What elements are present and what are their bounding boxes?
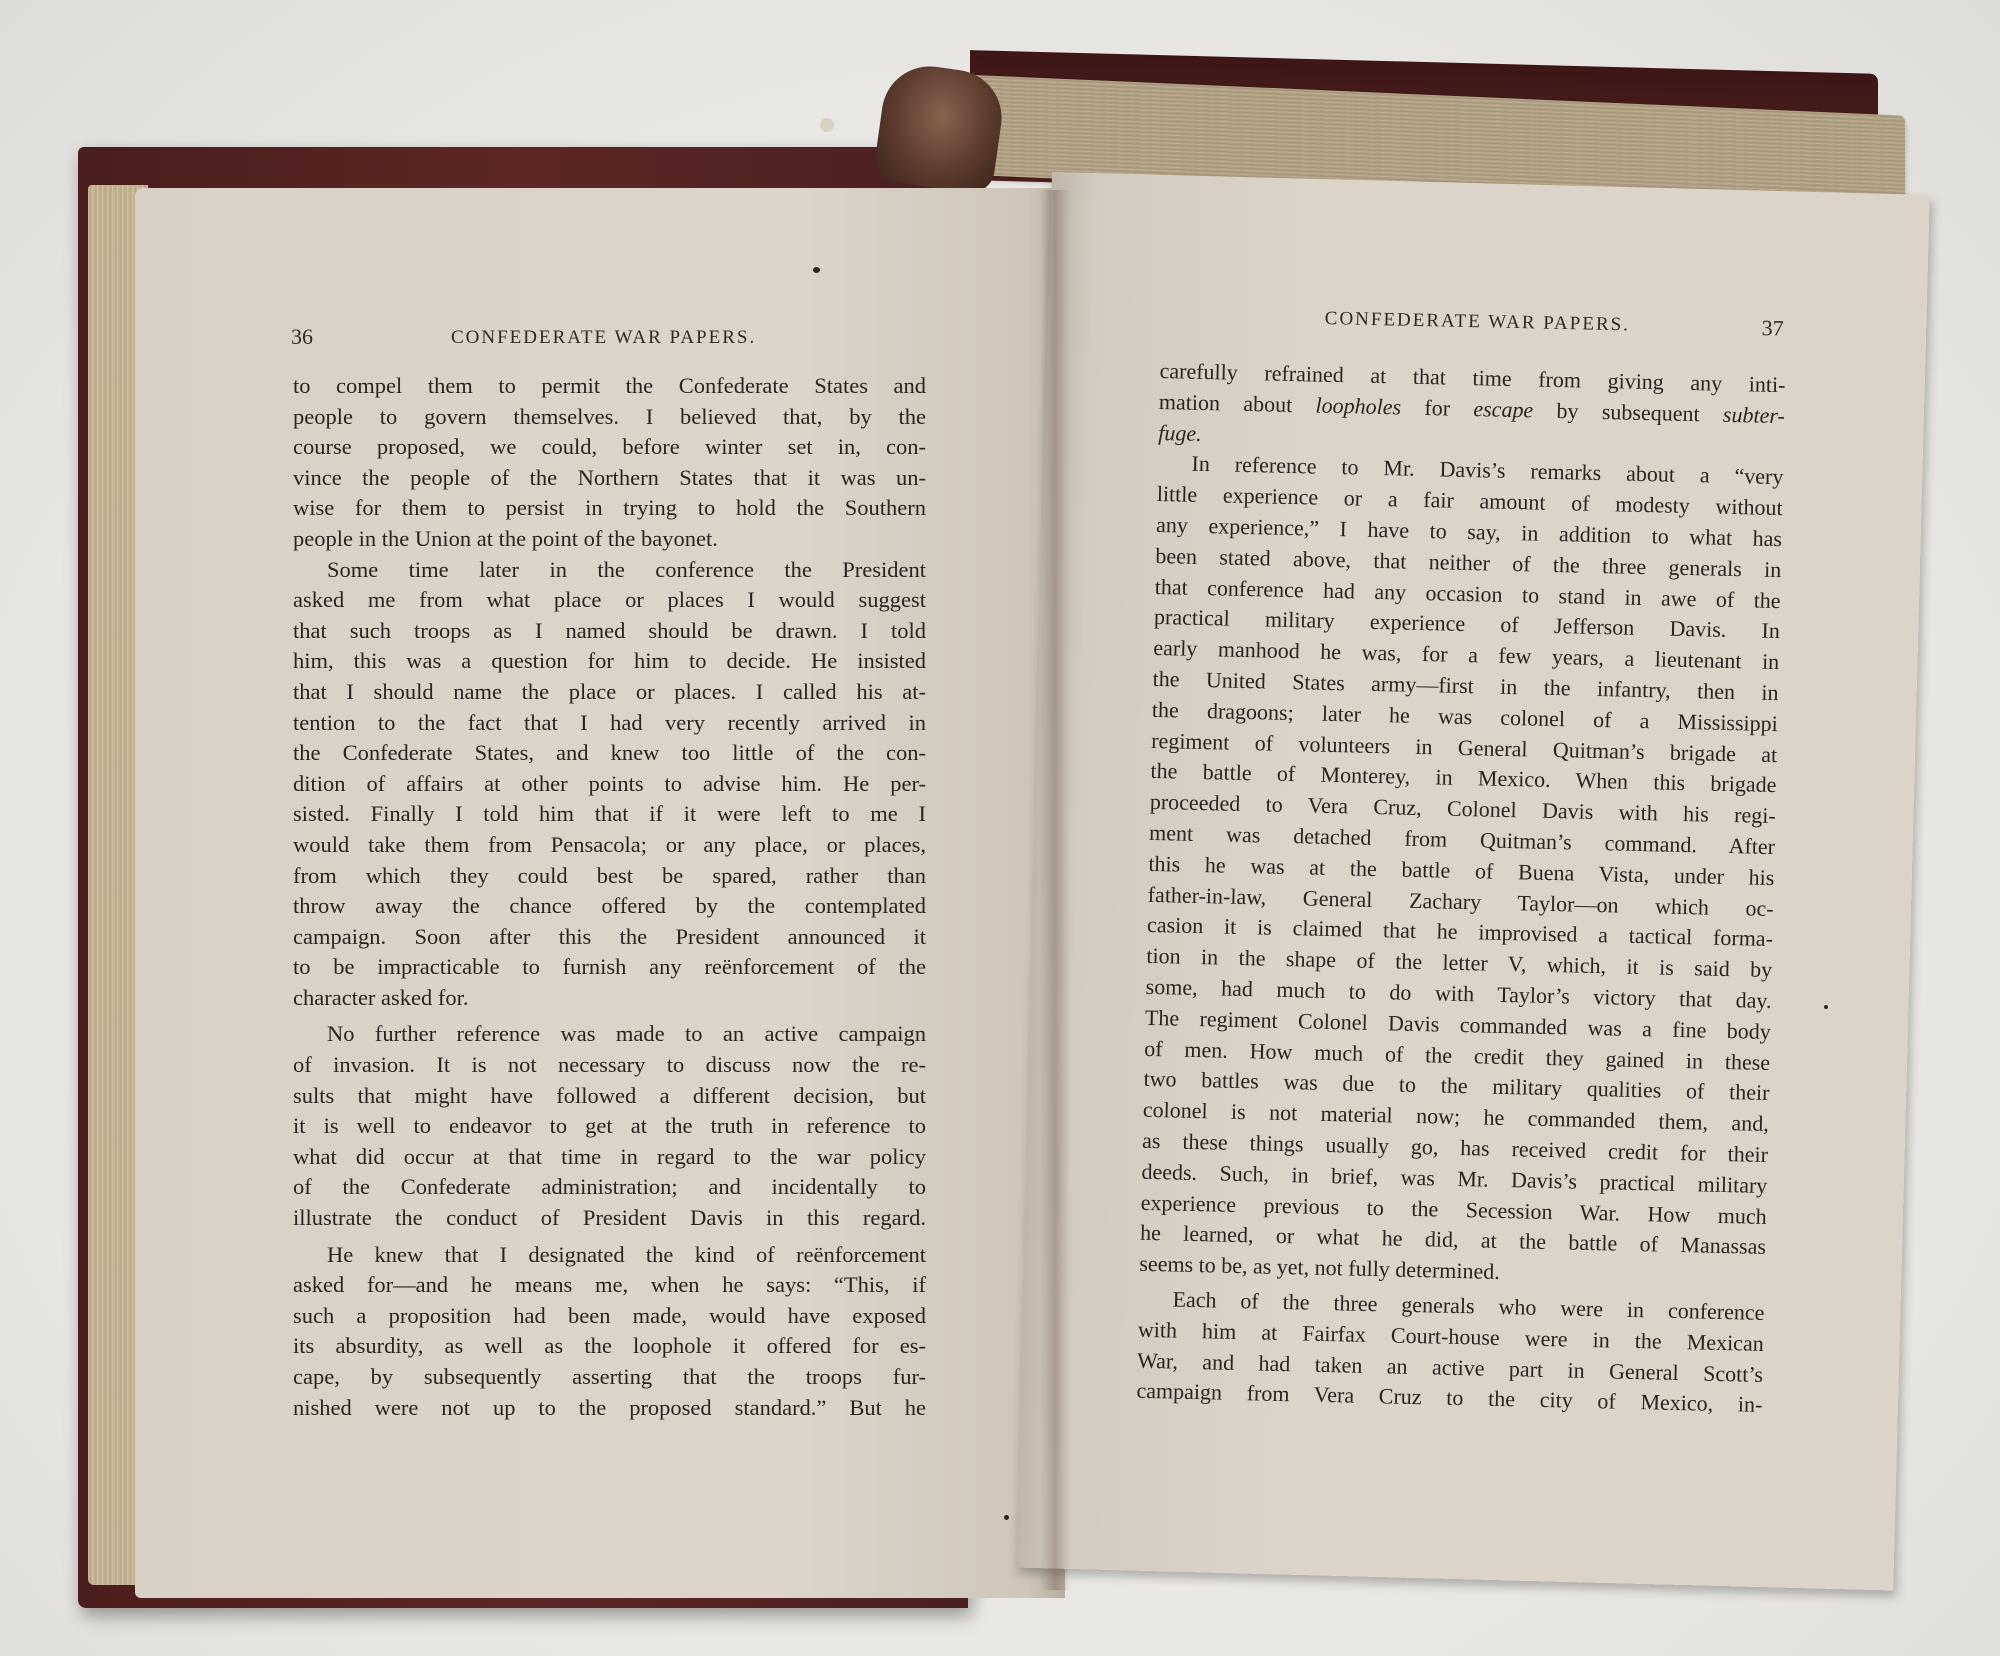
text-line: character asked for. xyxy=(293,984,469,1010)
text-line: the United States army—first in the infantry, then in xyxy=(1152,665,1779,706)
text-line: people to govern themselves. I believed that, by the xyxy=(293,403,926,429)
paper-speck xyxy=(820,118,834,132)
text-line: that I should name the place or places. I called his at- xyxy=(293,678,926,704)
text-line: of the Confederate administration; and incidentally to xyxy=(293,1174,926,1200)
text-line: such a proposition had been made, would have exposed xyxy=(293,1302,926,1328)
text-line: people in the Union at the point of the bayonet. xyxy=(293,525,718,551)
text-line: vince the people of the Northern States that it was un- xyxy=(293,464,926,490)
text-line: Each of the three generals who were in conference xyxy=(1172,1286,1765,1325)
text-line: the Confederate States, and knew too little of the con- xyxy=(293,740,926,766)
text-line: it is well to endeavor to get at the truth in reference to xyxy=(293,1113,926,1139)
text-line: any experience,” I have to say, in addition to what has xyxy=(1155,511,1783,552)
text-line: of men. How much of the credit they gained in these xyxy=(1144,1035,1771,1075)
text-line: the dragoons; later he was colonel of a Mississippi xyxy=(1151,696,1779,736)
text-line: throw away the chance offered by the contemplated xyxy=(293,893,926,919)
text-line: tion in the shape of the letter V, which, it is said by xyxy=(1146,942,1773,983)
text-line: as these things usually go, has received credit for their xyxy=(1141,1127,1769,1167)
text-line: He knew that I designated the kind of reënforcement xyxy=(327,1241,926,1267)
text-line: course proposed, we could, before winter set in, con- xyxy=(293,434,926,460)
text-line: of invasion. It is not necessary to discuss now the re- xyxy=(293,1052,926,1078)
text-line: seems to be, as yet, not fully determined. xyxy=(1139,1250,1501,1285)
text-line: cape, by subsequently asserting that the troops fur- xyxy=(293,1364,926,1389)
text-line: nished were not up to the proposed standard.” But he xyxy=(293,1394,926,1420)
text-line: with him at Fairfax Court-house were in the Mexican xyxy=(1137,1316,1765,1356)
text-line: he learned, or what he did, at the battle of Manassas xyxy=(1139,1220,1767,1260)
text-line: wise for them to persist in trying to hold the Southern xyxy=(293,495,926,521)
text-line: to compel them to permit the Confederate States and xyxy=(293,373,926,398)
text-line: asked me from what place or places I would suggest xyxy=(293,587,926,613)
text-line: tention to the fact that I had very recently arrived in xyxy=(293,709,926,735)
italic-word: escape xyxy=(1473,395,1534,423)
text-line: some, had much to do with Taylor’s victory that day. xyxy=(1145,973,1772,1013)
text-line: that such troops as I named should be drawn. I told xyxy=(293,617,926,643)
text-line: colonel is not material now; he commanded them, and, xyxy=(1142,1096,1770,1137)
text-line: campaign from Vera Cruz to the city of Mexico, in- xyxy=(1136,1378,1763,1418)
text-line: casion it is claimed that he improvised a tactical forma- xyxy=(1146,912,1774,952)
text-line: proceeded to Vera Cruz, Colonel Davis with his regi- xyxy=(1149,789,1777,829)
running-head-left: CONFEDERATE WAR PAPERS. xyxy=(451,327,757,348)
right-page-body xyxy=(1136,356,1786,1421)
text-line: practical military experience of Jefferson Davis. In xyxy=(1153,604,1781,644)
text-line: ment was detached from Quitman’s command. After xyxy=(1148,819,1776,860)
text-line: In reference to Mr. Davis’s remarks about a “very xyxy=(1191,451,1784,490)
paper-speck xyxy=(1824,1005,1828,1009)
text-line: carefully refrained at that time from giving any inti- xyxy=(1159,357,1786,398)
text-line: the battle of Monterey, in Mexico. When this brigade xyxy=(1150,758,1777,798)
paper-speck xyxy=(813,267,820,273)
text-line: campaign. Soon after this the President announced it xyxy=(293,923,926,949)
text-line: No further reference was made to an active campaign xyxy=(327,1021,926,1047)
running-head-right: CONFEDERATE WAR PAPERS. xyxy=(1324,308,1631,336)
text-line: sults that might have followed a different decision, but xyxy=(293,1082,926,1108)
text-line: to be impracticable to furnish any reënforcement of the xyxy=(293,954,926,980)
paper-speck xyxy=(1004,1515,1009,1520)
text-line: asked for—and he means me, when he says: “This, if xyxy=(293,1272,926,1298)
text-line: The regiment Colonel Davis commanded was a fine body xyxy=(1144,1004,1772,1044)
text-line: him, this was a question for him to decide. He insisted xyxy=(293,648,926,674)
page-number-right: 37 xyxy=(1761,315,1784,341)
text-line: from which they could best be spared, rather than xyxy=(293,862,926,888)
left-page-body xyxy=(293,371,926,1423)
text-line: would take them from Pensacola; or any place, or places, xyxy=(293,831,926,857)
book-gutter xyxy=(1040,190,1070,1590)
text-fragment: for xyxy=(1400,394,1474,421)
italic-word: loopholes xyxy=(1315,392,1402,420)
text-fragment: by subsequent xyxy=(1532,397,1724,427)
italic-word: subter- xyxy=(1722,401,1786,428)
text-line: two battles was due to the military qualities of their xyxy=(1143,1066,1770,1106)
text-fragment: mation about xyxy=(1158,388,1316,418)
text-line: sisted. Finally I told him that if it were left to me I xyxy=(293,801,926,827)
text-line: illustrate the conduct of President Davis in this regard. xyxy=(293,1205,926,1231)
text-line: dition of affairs at other points to advise him. He per- xyxy=(293,770,926,796)
italic-word: fuge. xyxy=(1157,419,1202,446)
text-line: its absurdity, as well as the loophole it offered for es- xyxy=(293,1333,926,1359)
text-line: been stated above, that neither of the three generals in xyxy=(1155,542,1782,582)
text-line: deeds. Such, in brief, was Mr. Davis’s practical military xyxy=(1141,1158,1768,1198)
text-line: War, and had taken an active part in General Scott’s xyxy=(1136,1347,1764,1387)
text-line: this he was at the battle of Buena Vista, under his xyxy=(1148,850,1775,890)
text-line: what did occur at that time in regard to the war policy xyxy=(293,1143,926,1169)
text-line: Some time later in the conference the President xyxy=(327,556,926,582)
page-number-left: 36 xyxy=(291,324,313,349)
text-line: that conference had any occasion to stand in awe of the xyxy=(1154,573,1781,613)
text-line: experience previous to the Secession War. How much xyxy=(1140,1189,1767,1229)
text-line: regiment of volunteers in General Quitman’s brigade at xyxy=(1151,727,1778,767)
text-line: early manhood he was, for a few years, a lieutenant in xyxy=(1153,635,1780,675)
text-line: little experience or a fair amount of modesty without xyxy=(1156,481,1783,521)
text-line: father-in-law, General Zachary Taylor—on which oc- xyxy=(1147,881,1774,921)
